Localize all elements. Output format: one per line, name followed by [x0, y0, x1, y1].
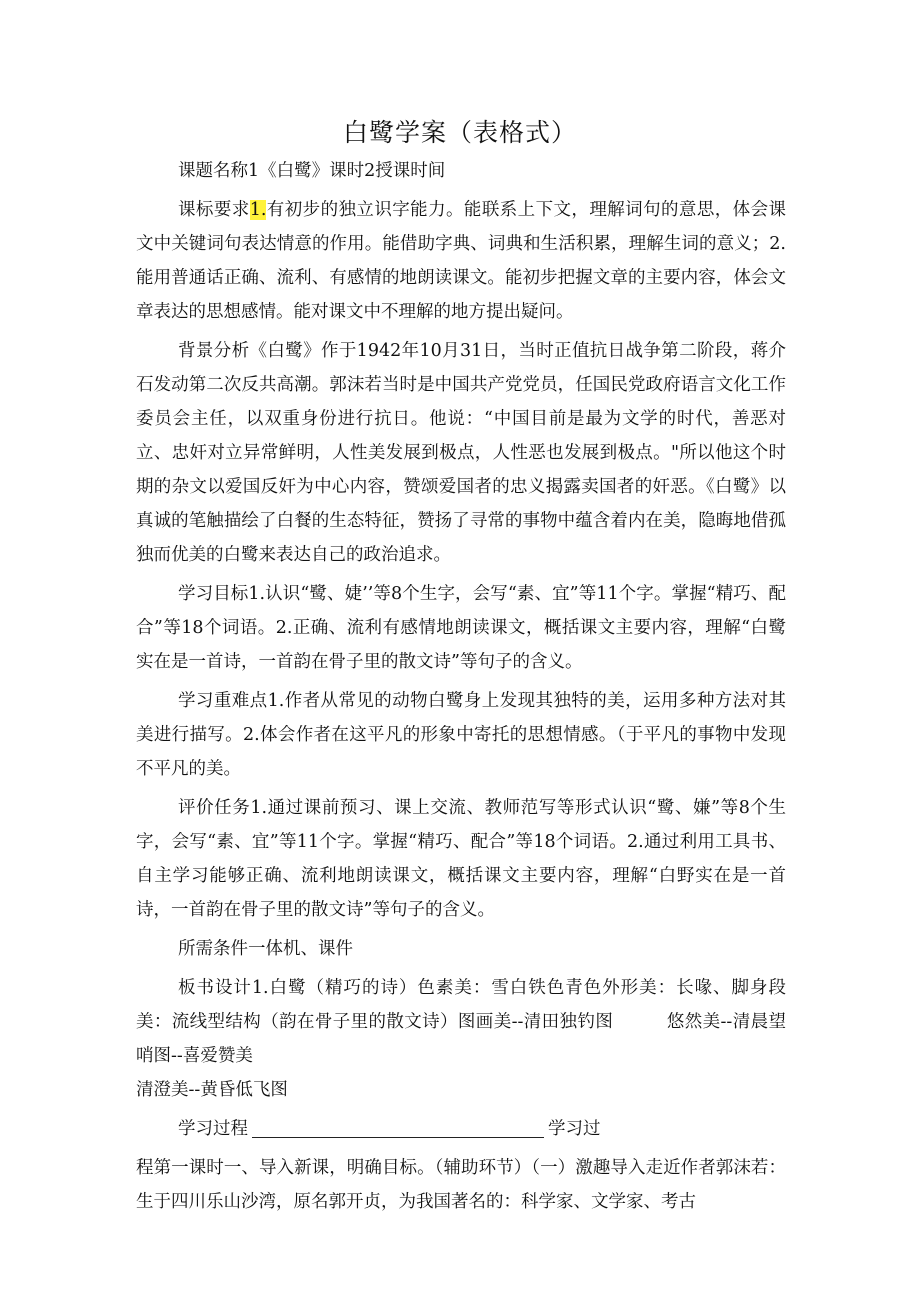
process-label: 学习过程 [178, 1119, 248, 1139]
board-design: 板书设计1.白鹭（精巧的诗）色素美：雪白铁色青色外形美：长喙、脚身段美：流线型结构（韵在骨子里的散文诗）图画美--清田独钓图 悠然美--清晨望哨图--喜爱赞美 [136, 978, 786, 1066]
course-info: 课题名称1《白鹭》课时2授课时间 [178, 161, 446, 181]
document-title: 白鹭学案（表格式） [342, 118, 577, 147]
standards-label: 课标要求 [178, 200, 250, 220]
learning-objectives: 学习目标1.认识“鹭、婕’’等8个生字，会写“素、宜”等11个字。掌握“精巧、配合”等18个词语。2.正确、流利有感情地朗读课文，概括课文主要内容，理解“白鹭实在是一首诗，一首韵在骨子里的散文诗”等句子的含义。 [136, 584, 786, 672]
required-conditions: 所需条件一体机、课件 [178, 939, 353, 959]
document-body [136, 154, 786, 1224]
key-points: 学习重难点1.作者从常见的动物白鹭身上发现其独特的美，运用多种方法对其美进行描写。2.体会作者在这平凡的形象中寄托的思想情感。（于平凡的事物中发现不平凡的美。 [136, 691, 786, 779]
fill-in-blank-line [252, 1115, 544, 1138]
standards-text: 有初步的独立识字能力。能联系上下文，理解词句的意思，体会课文中关键词句表达情意的作用。能借助字典、词典和生活积累，理解生词的意义；2.能用普通话正确、流利、有感情的地朗读课文。能初步把握文章的主要内容，体会文章表达的思想感情。能对课文中不理解的地方提出疑问。 [136, 200, 787, 322]
highlighted-number: 1. [249, 200, 267, 220]
learning-process-text: 程第一课时一、导入新课，明确目标。（辅助环节）（一）激趣导入走近作者郭沫若：生于四川乐山沙湾，原名郭开贞，为我国著名的：科学家、文学家、考古 [136, 1158, 786, 1212]
evaluation-tasks: 评价任务1.通过课前预习、课上交流、教师范写等形式认识“鹭、嫌”等8个生字，会写“素、宜”等11个字。掌握“精巧、配合”等18个词语。2.通过利用工具书、自主学习能够正确、流利地朗读课文，概括课文主要内容，理解“白野实在是一首诗，一首韵在骨子里的散文诗”等句子的含义。 [136, 798, 786, 920]
board-design-tail: 清澄美--黄昏低飞图 [136, 1080, 288, 1100]
curriculum-standards [136, 193, 786, 329]
learning-process-heading [136, 1112, 786, 1146]
background-analysis: 背景分析《白鹭》作于1942年10月31日，当时正值抗日战争第二阶段，蒋介石发动第二次反共高潮。郭沫若当时是中国共产党党员，任国民党政府语言文化工作委员会主任，以双重身份进行抗日。他说：“中国目前是最为文学的时代，善恶对立、忠奸对立异常鲜明，人性美发展到极点，人性恶也发展到极点。"所以他这个时期的杂文以爱国反奸为中心内容，赞颂爱国者的忠义揭露卖国者的奸恶。《白鹭》以真诚的笔触描绘了白餐的生态特征，赞扬了寻常的事物中蕴含着内在美，隐晦地借孤独而优美的白鹭来表达自己的政治追求。 [136, 341, 786, 565]
process-label-after: 学习过 [548, 1119, 601, 1139]
